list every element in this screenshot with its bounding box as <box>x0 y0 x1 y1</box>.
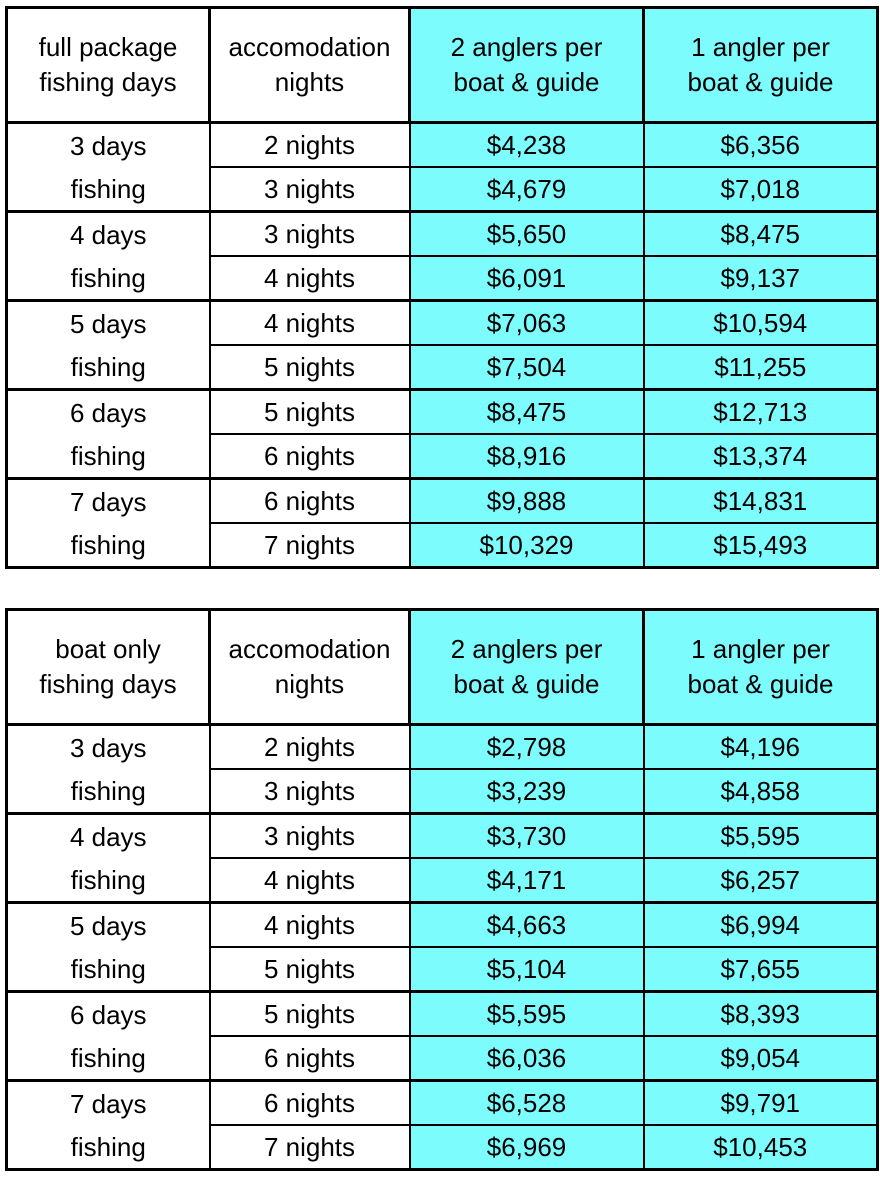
header-line: boat & guide <box>687 669 834 699</box>
fishing-label-cell: fishing <box>7 345 210 390</box>
fishing-label-cell: fishing <box>7 1125 210 1170</box>
table-row <box>7 212 878 257</box>
nights-cell: 3 nights <box>210 212 410 257</box>
one-angler-price-cell: $10,594 <box>644 301 878 346</box>
fishing-label-cell: fishing <box>7 1036 210 1081</box>
header-line: accomodation <box>228 634 391 664</box>
fishing-days-cell: 3 days <box>7 123 210 168</box>
nights-cell: 4 nights <box>210 903 410 948</box>
nights-cell: 5 nights <box>210 390 410 435</box>
header-line: fishing days <box>39 669 177 699</box>
header-line: 2 anglers per <box>450 32 603 62</box>
header-line: boat & guide <box>687 67 834 97</box>
fishing-days-header <box>7 610 210 725</box>
table-row <box>7 479 878 524</box>
two-anglers-price-cell: $6,528 <box>410 1081 644 1126</box>
fishing-label-cell: fishing <box>7 167 210 212</box>
one-angler-price-cell: $15,493 <box>644 523 878 568</box>
header-line: fishing days <box>39 67 177 97</box>
two-anglers-header <box>410 610 644 725</box>
fishing-days-cell: 6 days <box>7 992 210 1037</box>
table-row <box>7 123 878 168</box>
header-line: 1 angler per <box>691 634 830 664</box>
one-angler-price-cell: $13,374 <box>644 434 878 479</box>
fishing-label-cell: fishing <box>7 523 210 568</box>
table-row <box>7 814 878 859</box>
fishing-days-header <box>7 8 210 123</box>
two-anglers-price-cell: $8,475 <box>410 390 644 435</box>
accommodation-nights-header <box>210 8 410 123</box>
nights-cell: 5 nights <box>210 345 410 390</box>
two-anglers-price-cell: $6,091 <box>410 256 644 301</box>
fishing-days-cell: 7 days <box>7 479 210 524</box>
two-anglers-price-cell: $3,730 <box>410 814 644 859</box>
header-line: full package <box>38 32 178 62</box>
table-row <box>7 390 878 435</box>
two-anglers-header <box>410 8 644 123</box>
fishing-label-cell: fishing <box>7 256 210 301</box>
fishing-days-cell: 7 days <box>7 1081 210 1126</box>
nights-cell: 4 nights <box>210 256 410 301</box>
one-angler-price-cell: $9,137 <box>644 256 878 301</box>
two-anglers-price-cell: $4,171 <box>410 858 644 903</box>
fishing-days-cell: 4 days <box>7 814 210 859</box>
table-row <box>7 1036 878 1081</box>
two-anglers-price-cell: $9,888 <box>410 479 644 524</box>
fishing-label-cell: fishing <box>7 858 210 903</box>
nights-cell: 4 nights <box>210 301 410 346</box>
two-anglers-price-cell: $7,504 <box>410 345 644 390</box>
one-angler-price-cell: $7,655 <box>644 947 878 992</box>
full-package-price-table <box>5 6 879 569</box>
table-row <box>7 992 878 1037</box>
one-angler-price-cell: $14,831 <box>644 479 878 524</box>
one-angler-price-cell: $12,713 <box>644 390 878 435</box>
two-anglers-price-cell: $4,679 <box>410 167 644 212</box>
nights-cell: 6 nights <box>210 1081 410 1126</box>
fishing-days-cell: 6 days <box>7 390 210 435</box>
fishing-days-cell: 5 days <box>7 301 210 346</box>
two-anglers-price-cell: $4,663 <box>410 903 644 948</box>
header-line: boat & guide <box>453 67 600 97</box>
nights-cell: 7 nights <box>210 1125 410 1170</box>
two-anglers-price-cell: $6,969 <box>410 1125 644 1170</box>
fishing-days-cell: 4 days <box>7 212 210 257</box>
two-anglers-price-cell: $4,238 <box>410 123 644 168</box>
one-angler-price-cell: $8,475 <box>644 212 878 257</box>
header-line: 1 angler per <box>691 32 830 62</box>
table-row <box>7 167 878 212</box>
nights-cell: 4 nights <box>210 858 410 903</box>
nights-cell: 3 nights <box>210 814 410 859</box>
nights-cell: 6 nights <box>210 434 410 479</box>
header-line: nights <box>274 67 345 97</box>
one-angler-price-cell: $8,393 <box>644 992 878 1037</box>
one-angler-price-cell: $11,255 <box>644 345 878 390</box>
table-row <box>7 1125 878 1170</box>
fishing-days-cell: 3 days <box>7 725 210 770</box>
one-angler-price-cell: $9,054 <box>644 1036 878 1081</box>
one-angler-price-cell: $9,791 <box>644 1081 878 1126</box>
fishing-label-cell: fishing <box>7 769 210 814</box>
table-row <box>7 858 878 903</box>
nights-cell: 3 nights <box>210 167 410 212</box>
two-anglers-price-cell: $2,798 <box>410 725 644 770</box>
two-anglers-price-cell: $10,329 <box>410 523 644 568</box>
table-row <box>7 256 878 301</box>
boat-only-price-table <box>5 608 879 1171</box>
table-row <box>7 345 878 390</box>
one-angler-price-cell: $6,257 <box>644 858 878 903</box>
one-angler-price-cell: $4,858 <box>644 769 878 814</box>
nights-cell: 7 nights <box>210 523 410 568</box>
nights-cell: 5 nights <box>210 992 410 1037</box>
two-anglers-price-cell: $5,650 <box>410 212 644 257</box>
nights-cell: 2 nights <box>210 725 410 770</box>
header-line: boat & guide <box>453 669 600 699</box>
nights-cell: 6 nights <box>210 1036 410 1081</box>
nights-cell: 3 nights <box>210 769 410 814</box>
header-row <box>7 610 878 725</box>
one-angler-price-cell: $6,994 <box>644 903 878 948</box>
two-anglers-price-cell: $5,595 <box>410 992 644 1037</box>
two-anglers-price-cell: $7,063 <box>410 301 644 346</box>
one-angler-header <box>644 8 878 123</box>
fishing-label-cell: fishing <box>7 434 210 479</box>
one-angler-price-cell: $4,196 <box>644 725 878 770</box>
header-row <box>7 8 878 123</box>
nights-cell: 5 nights <box>210 947 410 992</box>
two-anglers-price-cell: $5,104 <box>410 947 644 992</box>
table-row <box>7 434 878 479</box>
two-anglers-price-cell: $8,916 <box>410 434 644 479</box>
table-row <box>7 769 878 814</box>
fishing-label-cell: fishing <box>7 947 210 992</box>
table-row <box>7 947 878 992</box>
table-row <box>7 301 878 346</box>
one-angler-price-cell: $5,595 <box>644 814 878 859</box>
header-line: 2 anglers per <box>450 634 603 664</box>
two-anglers-price-cell: $6,036 <box>410 1036 644 1081</box>
header-line: accomodation <box>228 32 391 62</box>
table-row <box>7 1081 878 1126</box>
nights-cell: 6 nights <box>210 479 410 524</box>
table-row <box>7 523 878 568</box>
one-angler-price-cell: $7,018 <box>644 167 878 212</box>
header-line: nights <box>274 669 345 699</box>
accommodation-nights-header <box>210 610 410 725</box>
one-angler-price-cell: $6,356 <box>644 123 878 168</box>
table-row <box>7 903 878 948</box>
fishing-days-cell: 5 days <box>7 903 210 948</box>
nights-cell: 2 nights <box>210 123 410 168</box>
header-line: boat only <box>55 634 161 664</box>
table-row <box>7 725 878 770</box>
one-angler-price-cell: $10,453 <box>644 1125 878 1170</box>
one-angler-header <box>644 610 878 725</box>
two-anglers-price-cell: $3,239 <box>410 769 644 814</box>
